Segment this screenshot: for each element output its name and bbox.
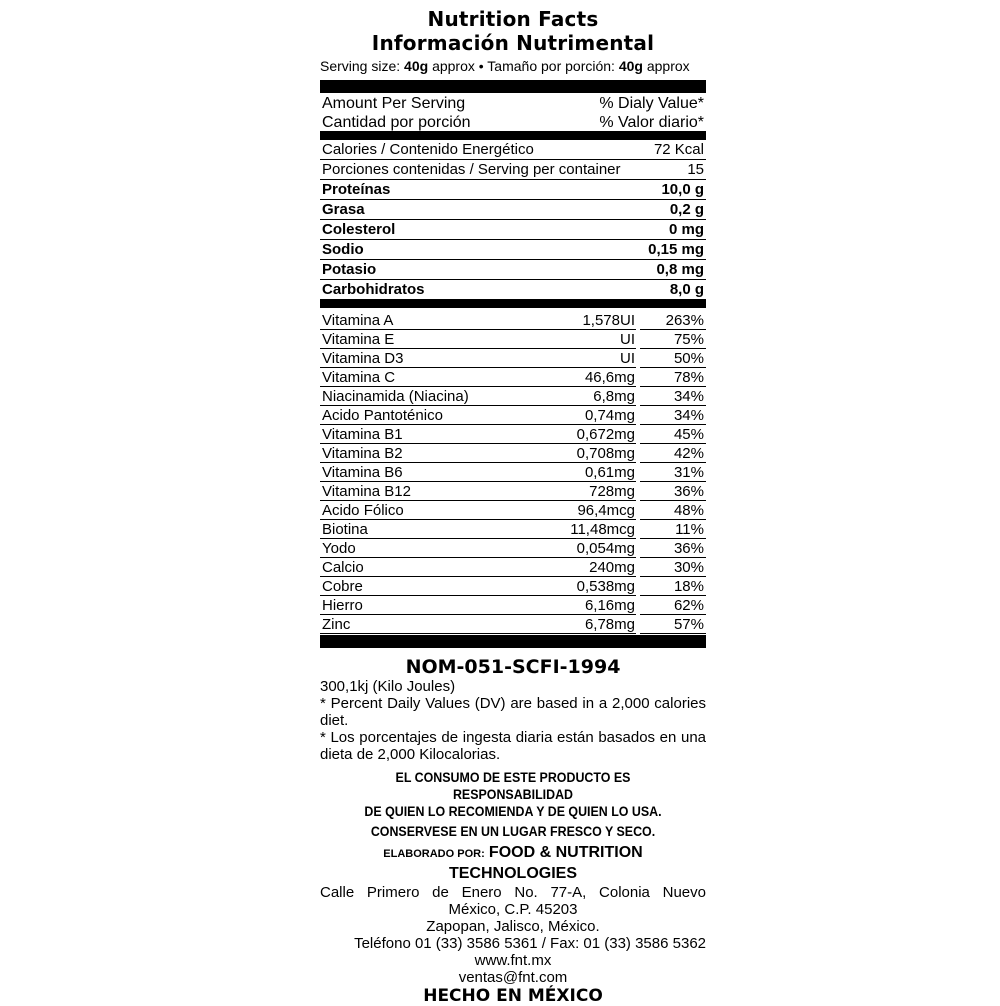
vitamin-percent: 48% [673,502,704,519]
phone-fax: Teléfono 01 (33) 3586 5361 / Fax: 01 (33) 3586 5362 [354,935,706,952]
vitamin-percent: 30% [673,559,704,576]
vitamin-name: Acido Fólico [322,502,404,519]
vitamin-name: Yodo [322,540,356,557]
vitamin-name: Zinc [322,616,351,633]
vitamin-name: Vitamina B1 [322,426,403,443]
amount-per-serving-en: Amount Per Serving [322,95,466,112]
vitamin-row [320,425,706,444]
vitamin-row [320,444,706,463]
vitamin-amount: 6,78mg [584,616,635,633]
vitamin-row [320,368,706,387]
divider-thick [320,635,706,648]
vitamin-percent: 36% [673,483,704,500]
vitamin-name: Biotina [322,521,368,538]
calories-row [320,140,706,160]
title-spanish: Información Nutrimental [371,31,655,55]
vitamin-amount: 0,538mg [576,578,635,595]
divider-thick [320,80,706,93]
servings-per-container-row [320,160,706,180]
vitamin-amount: 96,4mcg [577,502,635,519]
vitamin-name: Hierro [322,597,363,614]
daily-value-en: % Dialy Value* [599,95,704,112]
made-by-label: ELABORADO POR: [383,848,485,860]
vitamin-amount: 6,16mg [584,597,635,614]
storage-note: CONSERVESE EN UN LUGAR FRESCO Y SECO. [370,824,656,839]
vitamin-amount: UI [620,331,635,348]
serving-size-approx: approx [646,58,690,74]
divider-medium [320,131,706,140]
kilojoules: 300,1kj (Kilo Joules) [320,678,456,695]
vitamin-row [320,501,706,520]
title-english: Nutrition Facts [427,7,599,31]
vitamin-amount: 11,48mcg [570,521,635,538]
vitamin-percent: 57% [673,616,704,633]
vitamin-amount: 0,74mg [584,407,635,424]
serving-size-label: Serving size: [320,58,401,74]
vitamin-row [320,482,706,501]
serving-size-value-es: 40g [618,58,643,74]
nutrient-name: Carbohidratos [322,281,425,298]
vitamin-percent: 36% [673,540,704,557]
vitamin-name: Vitamina B2 [322,445,403,462]
vitamin-percent: 78% [673,369,704,386]
vitamin-amount: UI [620,350,635,367]
vitamin-name: Vitamina E [322,331,395,348]
vitamin-name: Vitamina D3 [322,350,404,367]
serving-size-text: approx • Tamaño por porción: [432,58,615,74]
nutrient-name: Grasa [322,201,365,218]
vitamin-percent: 11% [675,521,704,538]
vitamin-name: Cobre [322,578,363,595]
nutrient-row [320,180,706,200]
vitamin-row [320,349,706,368]
vitamin-amount: 6,8mg [593,388,635,405]
nutrient-name: Proteínas [322,181,391,198]
nutrient-name: Potasio [322,261,377,278]
daily-value-labels [599,94,704,132]
vitamin-row [320,520,706,539]
vitamin-name: Vitamina A [322,312,394,329]
vitamin-amount: 728mg [589,483,635,500]
company-name: FOOD & NUTRITION TECHNOLOGIES [448,844,643,882]
calories-label: Calories / Contenido Energético [322,141,534,158]
vitamin-name: Vitamina B6 [322,464,403,481]
nutrient-value: 0,8 mg [656,261,704,278]
vitamin-row [320,406,706,425]
made-in-mexico: HECHO EN MÉXICO [423,986,603,1006]
amount-labels [322,94,471,132]
nutrient-row [320,280,706,299]
vitamin-percent: 34% [673,388,704,405]
daily-value-es: % Valor diario* [599,114,704,131]
vitamin-row [320,615,706,634]
row-underline [320,633,636,634]
vitamin-name: Vitamina C [322,369,396,386]
vitamin-percent: 75% [673,331,704,348]
nutrient-row [320,200,706,220]
address-line-1: Calle Primero de Enero No. 77-A, Colonia Nuevo [320,884,706,901]
daily-value-note-en: * Percent Daily Values (DV) are based in a 2,000 calories diet. [320,695,706,729]
vitamin-amount: 240mg [589,559,635,576]
calories-value: 72 Kcal [653,141,704,158]
vitamin-row [320,311,706,330]
vitamin-name: Calcio [322,559,364,576]
vitamin-amount: 0,708mg [576,445,635,462]
nutrient-value: 0,15 mg [648,241,704,258]
vitamin-amount: 1,578UI [582,312,635,329]
row-underline [640,633,706,634]
nutrient-value: 0 mg [668,221,704,238]
amount-per-serving-es: Cantidad por porción [322,114,471,131]
vitamin-percent: 50% [673,350,704,367]
vitamin-row [320,387,706,406]
daily-value-note-es: * Los porcentajes de ingesta diaria están basados en una dieta de 2,000 Kilocalorias. [320,729,706,763]
vitamin-row [320,330,706,349]
vitamin-percent: 34% [673,407,704,424]
vitamin-name: Acido Pantoténico [322,407,443,424]
vitamin-amount: 0,054mg [576,540,635,557]
nutrient-value: 0,2 g [669,201,704,218]
address-line-2: México, C.P. 45203 [448,901,578,918]
divider-medium [320,299,706,308]
nutrient-name: Colesterol [322,221,396,238]
manufacturer [320,843,706,884]
vitamin-name: Niacinamida (Niacina) [322,388,469,405]
vitamin-list [320,311,706,634]
website: www.fnt.mx [474,952,552,969]
vitamin-percent: 18% [673,578,704,595]
nutrient-row [320,240,706,260]
vitamin-percent: 42% [673,445,704,462]
amount-per-serving-header [320,93,706,131]
vitamin-percent: 263% [665,312,704,329]
nutrient-row [320,220,706,240]
email: ventas@fnt.com [458,969,568,986]
vitamin-amount: 0,61mg [584,464,635,481]
warning-line-1: EL CONSUMO DE ESTE PRODUCTO ES RESPONSABILIDAD [395,770,631,802]
servings-per-container-label: Porciones contenidas / Serving per container [322,161,621,178]
vitamin-percent: 45% [673,426,704,443]
nom-standard: NOM-051-SCFI-1994 [405,656,621,678]
nutrient-row [320,260,706,280]
serving-size-value: 40g [404,58,429,74]
vitamin-row [320,539,706,558]
nutrient-value: 10,0 g [661,181,704,198]
vitamin-row [320,596,706,615]
nutrient-value: 8,0 g [669,281,704,298]
vitamin-row [320,463,706,482]
address-line-3: Zapopan, Jalisco, México. [426,918,600,935]
nutrient-name: Sodio [322,241,364,258]
vitamin-percent: 31% [673,464,704,481]
warning-line-2: DE QUIEN LO RECOMIENDA Y DE QUIEN LO USA. [364,804,662,819]
vitamin-row [320,577,706,596]
nutrition-label [320,0,706,1006]
serving-size [320,57,706,76]
vitamin-amount: 46,6mg [584,369,635,386]
vitamin-percent: 62% [673,597,704,614]
vitamin-row [320,558,706,577]
vitamin-name: Vitamina B12 [322,483,411,500]
servings-per-container-value: 15 [687,161,704,178]
vitamin-amount: 0,672mg [576,426,635,443]
